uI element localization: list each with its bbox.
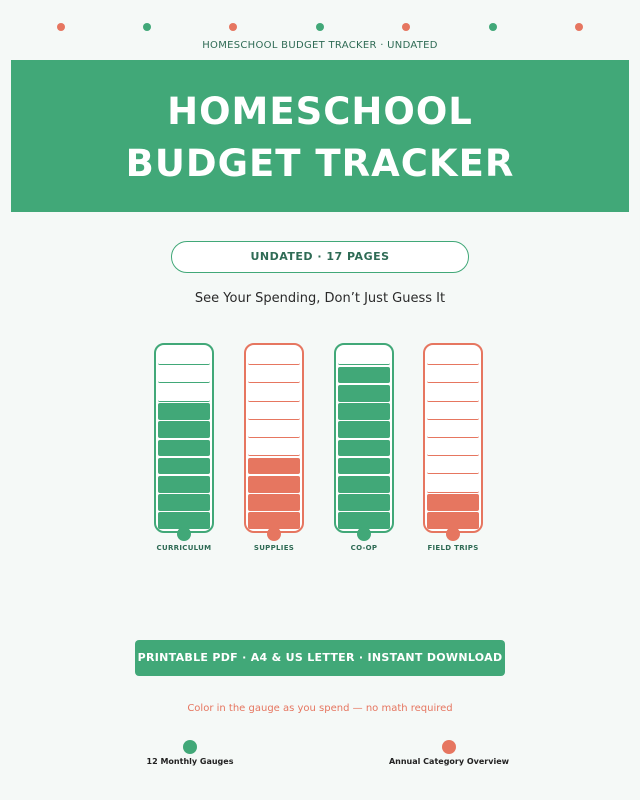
gauge-label: SUPPLIES xyxy=(253,544,295,552)
gauge-segment-empty xyxy=(427,476,479,493)
title-banner xyxy=(11,60,629,212)
decorative-dot-row xyxy=(0,23,640,33)
dot-coral xyxy=(575,23,583,31)
gauge-segment-filled xyxy=(158,421,210,438)
gauge-bulb xyxy=(177,527,191,541)
gauge-co-op xyxy=(334,343,394,533)
gauge-segment-filled xyxy=(248,494,300,511)
gauge-segment-empty xyxy=(248,349,300,366)
gauge-segment-filled xyxy=(338,421,390,438)
dot-coral xyxy=(229,23,237,31)
gauge-segment-empty xyxy=(427,403,479,420)
gauge-segment-filled xyxy=(248,458,300,475)
gauge-segment-filled xyxy=(338,385,390,402)
feature-dot-coral xyxy=(442,740,456,754)
gauge-label: CO-OP xyxy=(350,544,378,552)
gauge-segment-empty xyxy=(248,403,300,420)
gauge-segment-empty xyxy=(427,349,479,366)
dot-green xyxy=(316,23,324,31)
title-line-1: HOMESCHOOL xyxy=(167,90,473,133)
gauge-segment-empty xyxy=(158,349,210,366)
dot-green xyxy=(143,23,151,31)
dot-green xyxy=(489,23,497,31)
gauge-segment-filled xyxy=(158,403,210,420)
gauge-segment-empty xyxy=(248,385,300,402)
gauge-segment-filled xyxy=(158,476,210,493)
subtitle: See Your Spending, Don’t Just Guess It xyxy=(194,291,446,306)
dot-coral xyxy=(402,23,410,31)
gauge-segment-filled xyxy=(158,440,210,457)
gauge-segment-filled xyxy=(158,494,210,511)
page-title xyxy=(11,86,629,190)
gauge-supplies xyxy=(244,343,304,533)
download-banner: PRINTABLE PDF · A4 & US LETTER · INSTANT DOWNLOAD xyxy=(135,640,505,676)
gauge-segment-filled xyxy=(158,458,210,475)
gauge-segment-filled xyxy=(338,403,390,420)
gauge-segment-empty xyxy=(427,385,479,402)
gauge-segment-empty xyxy=(427,458,479,475)
gauge-segment-empty xyxy=(427,421,479,438)
gauge-segment-empty xyxy=(248,367,300,384)
gauge-segment-empty xyxy=(158,385,210,402)
gauge-bulb xyxy=(446,527,460,541)
feature-dot-green xyxy=(183,740,197,754)
dot-coral xyxy=(57,23,65,31)
gauge-segment-empty xyxy=(248,440,300,457)
gauge-curriculum xyxy=(154,343,214,533)
instruction-note: Color in the gauge as you spend — no math required xyxy=(187,703,453,714)
gauge-segment-empty xyxy=(427,440,479,457)
gauge-segment-filled xyxy=(338,367,390,384)
gauge-field-trips xyxy=(423,343,483,533)
feature-monthly-gauges: 12 Monthly Gauges xyxy=(146,757,234,766)
gauge-segment-empty xyxy=(427,367,479,384)
gauge-segment-filled xyxy=(338,476,390,493)
feature-annual-overview: Annual Category Overview xyxy=(388,757,510,766)
top-line: HOMESCHOOL BUDGET TRACKER · UNDATED xyxy=(202,40,438,51)
gauge-segment-filled xyxy=(338,440,390,457)
gauge-segment-filled xyxy=(338,458,390,475)
gauge-segment-empty xyxy=(248,421,300,438)
gauge-bulb xyxy=(357,527,371,541)
gauge-label: FIELD TRIPS xyxy=(427,544,479,552)
gauge-segment-empty xyxy=(158,367,210,384)
gauge-segment-filled xyxy=(248,476,300,493)
page-count-badge: UNDATED · 17 PAGES xyxy=(171,241,469,273)
gauge-label: CURRICULUM xyxy=(156,544,212,552)
gauge-bulb xyxy=(267,527,281,541)
gauge-segment-filled xyxy=(427,494,479,511)
gauge-segment-filled xyxy=(338,494,390,511)
title-line-2: BUDGET TRACKER xyxy=(125,142,515,185)
gauge-segment-empty xyxy=(338,349,390,366)
